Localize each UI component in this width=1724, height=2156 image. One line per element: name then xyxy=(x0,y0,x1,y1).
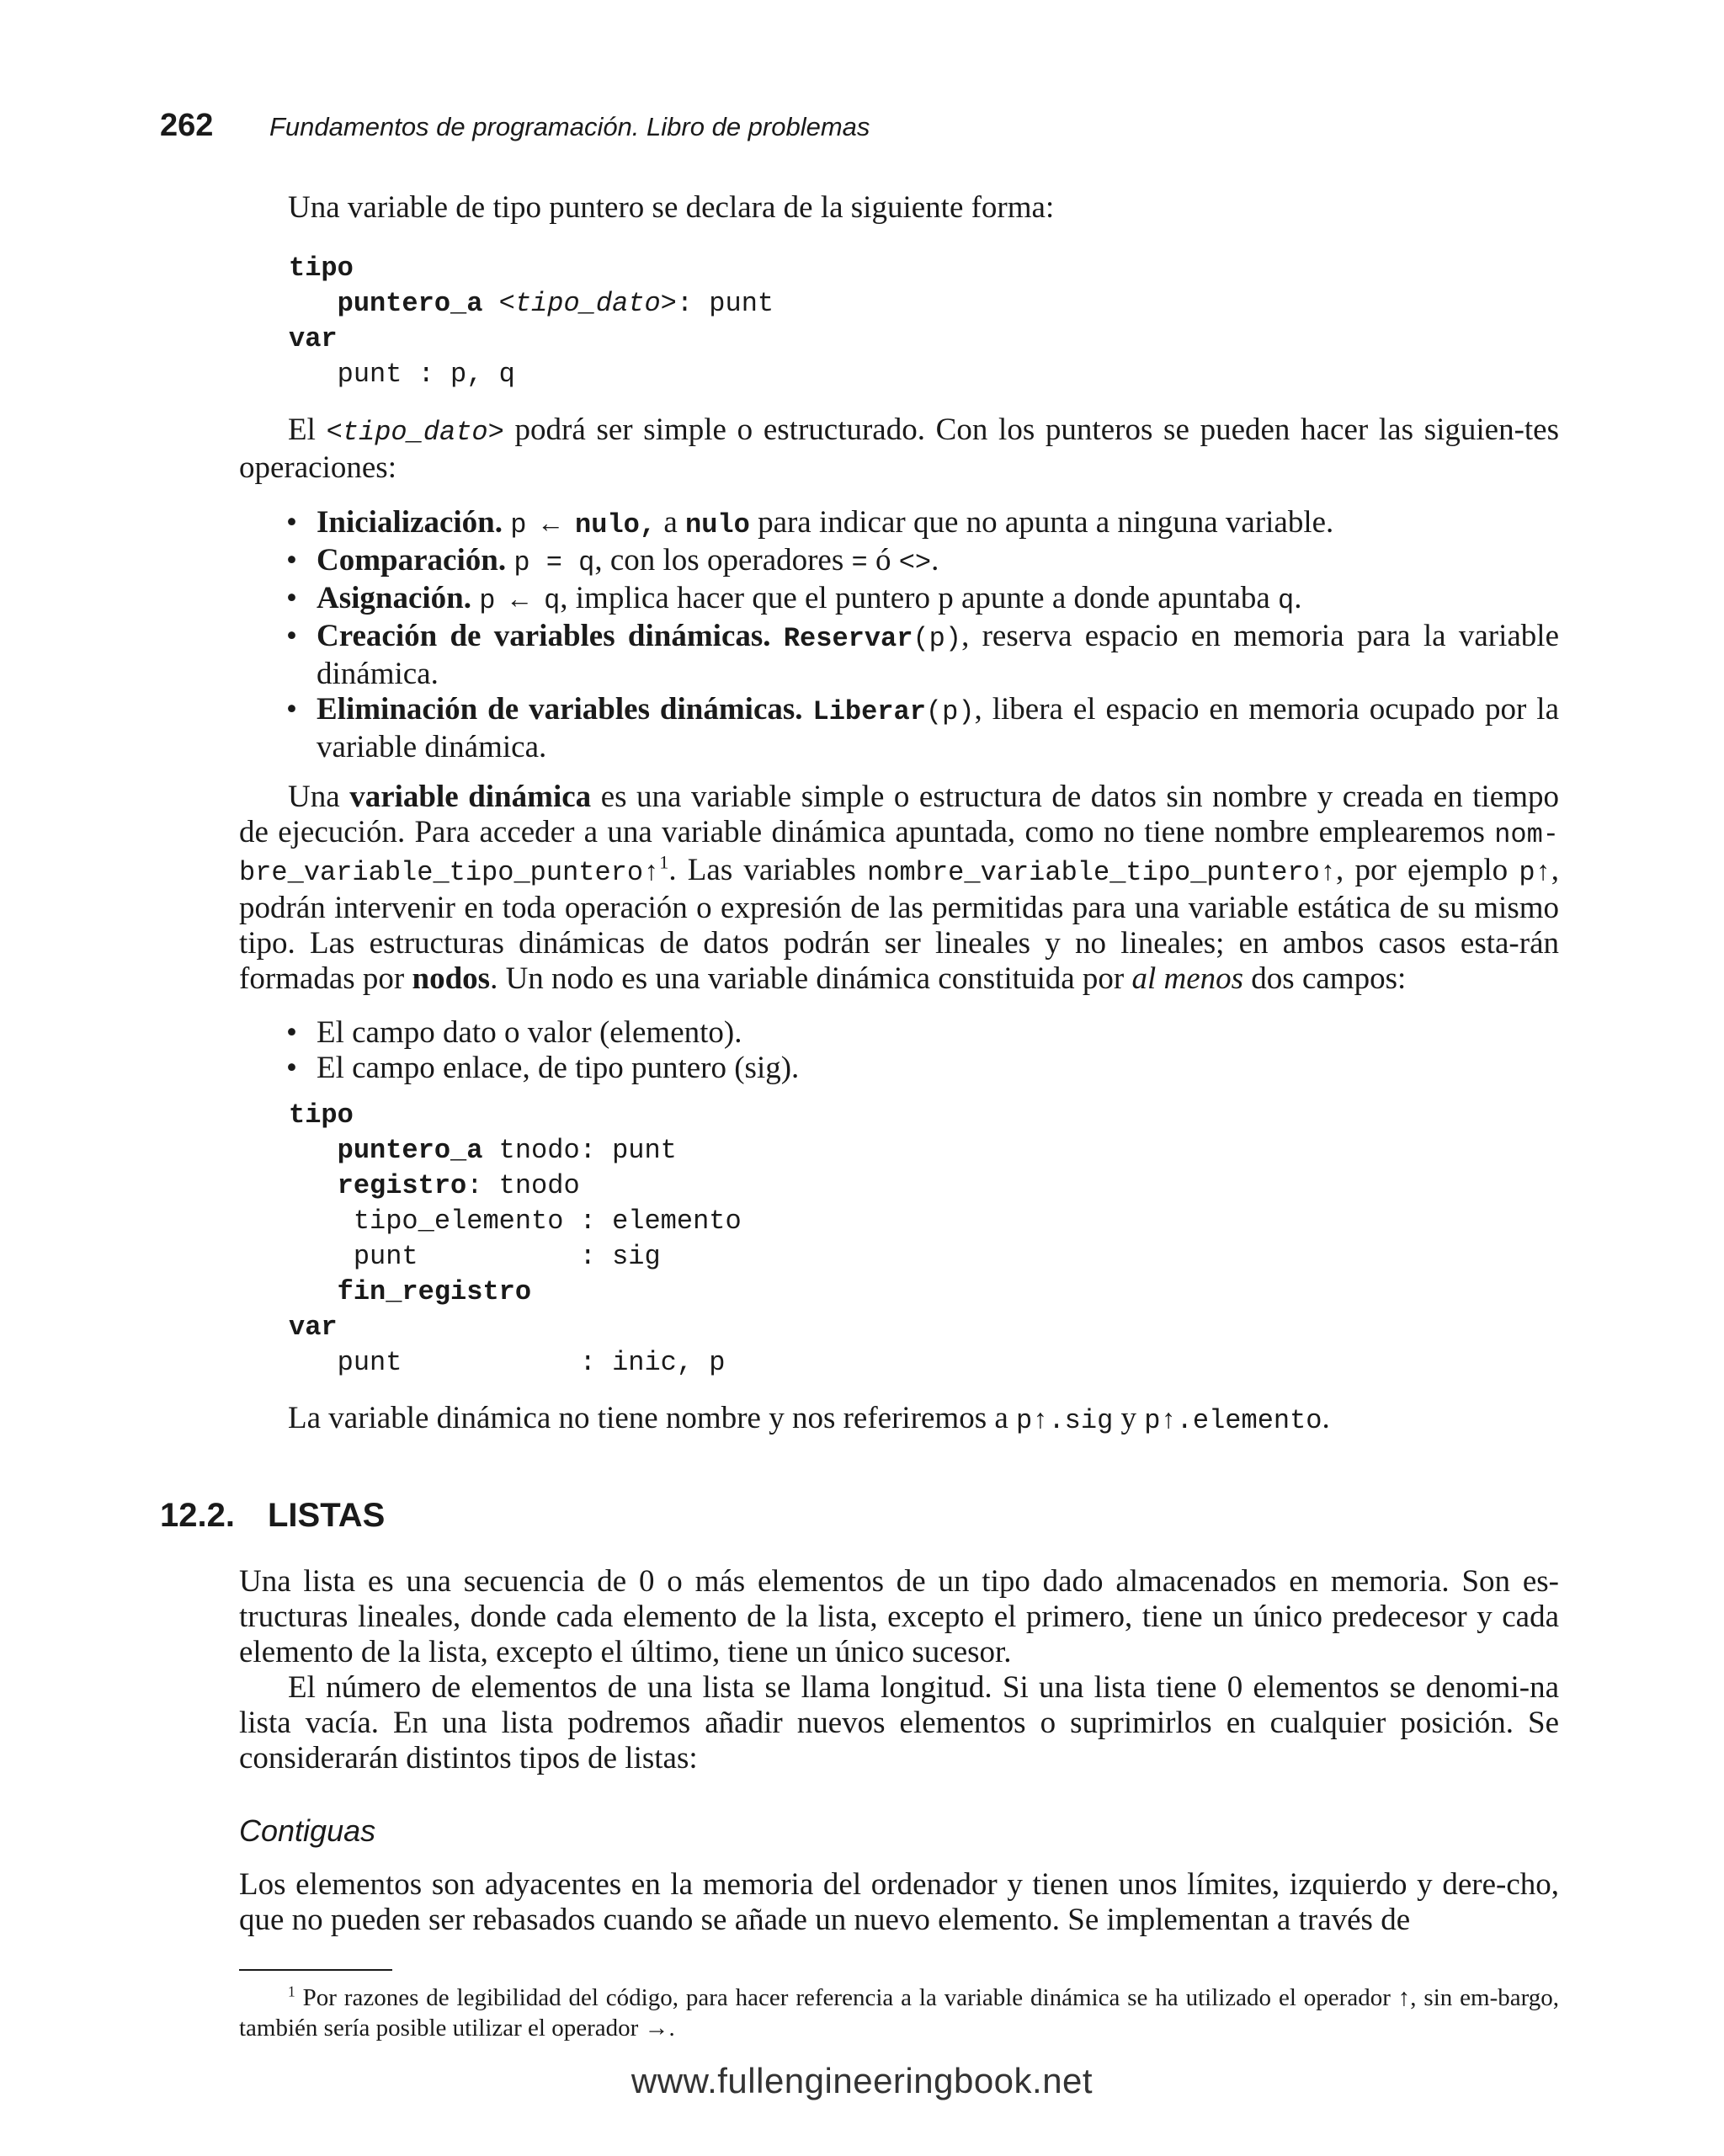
code-line: registro: tnodo xyxy=(337,1170,580,1201)
subsection-heading: Contiguas xyxy=(239,1813,376,1848)
node-fields-list xyxy=(286,1015,1559,1086)
code-line: punt : p, q xyxy=(337,359,515,390)
footnote-rule xyxy=(239,1969,392,1971)
list-item: • Creación de variables dinámicas. Reservar(p), reserva espacio en memoria para la variable dinámica. xyxy=(286,619,1559,692)
list-item: • Inicialización. p ← nulo, a nulo para indicar que no apunta a ninguna variable. xyxy=(286,505,1559,543)
book-title: Fundamentos de programación. Libro de problemas xyxy=(269,112,870,141)
section-title: LISTAS xyxy=(268,1497,386,1534)
page-number: 262 xyxy=(160,108,214,143)
paragraph-variable-dinamica: Una variable dinámica es una variable simple o estructura de datos sin nombre y creada en tiempo de ejecución. Para acceder a una variable dinámica apuntada, como no tiene nombre emplearemos nom-bre_variable_tipo_puntero↑$^1$. Las variables nombre_variable_tipo_puntero↑, por ejemplo p↑, podrán intervenir en toda operación o expresión de las permitidas para una variable estática de su mismo tipo. Las estructuras dinámicas de datos podrán ser lineales y no lineales; en ambos casos esta-rán formadas por nodos. Un nodo es una variable dinámica constituida por al menos dos campos: xyxy=(239,780,1559,996)
paragraph-referencia: La variable dinámica no tiene nombre y nos referiremos a p↑.sig y p↑.elemento. xyxy=(288,1401,1330,1436)
subsection-paragraph: Los elementos son adyacentes en la memoria del ordenador y tienen unos límites, izquierdo y dere-cho, que no pueden ser rebasados cuando se añade un nuevo elemento. Se implementan a través de xyxy=(239,1867,1559,1937)
code-keyword: tipo xyxy=(289,253,354,284)
operations-list xyxy=(286,505,1559,765)
list-item: • El campo dato o valor (elemento). xyxy=(286,1015,1559,1051)
list-item: • Asignación. p ← q, implica hacer que el puntero p apunte a donde apuntaba q. xyxy=(286,581,1559,619)
intro-paragraph: Una variable de tipo puntero se declara de la siguiente forma: xyxy=(288,190,1055,225)
code-line: puntero_a tnodo: punt xyxy=(337,1135,677,1166)
code-line: puntero_a <tipo_dato>: punt xyxy=(337,288,774,319)
running-head xyxy=(160,108,870,150)
paragraph-tipo-dato: El <tipo_dato> podrá ser simple o estructurado. Con los punteros se pueden hacer las siguien-tes operaciones: xyxy=(239,413,1559,485)
section-paragraph: El número de elementos de una lista se llama longitud. Si una lista tiene 0 elementos se denomi-na lista vacía. En una lista podremos añadir nuevos elementos o suprimirlos en cualquier posición. Se considerarán distintos tipos de listas: xyxy=(239,1670,1559,1775)
section-number: 12.2. xyxy=(160,1497,235,1534)
footnote: $^1$ Por razones de legibilidad del código, para hacer referencia a la variable dinámica se ha utilizado el operador ↑, sin em-bargo, también sería posible utilizar el operador →. xyxy=(239,1983,1559,2042)
code-line: punt : sig xyxy=(353,1241,661,1272)
list-item: • El campo enlace, de tipo puntero (sig). xyxy=(286,1051,1559,1086)
section-paragraph: Una lista es una secuencia de 0 o más elementos de un tipo dado almacenados en memoria. Son es-tructuras lineales, donde cada elemento de la lista, excepto el primero, tiene un único predecesor y cada elemento de la lista, excepto el último, tiene un único sucesor. xyxy=(239,1564,1559,1669)
footer-url: www.fullengineeringbook.net xyxy=(631,2061,1093,2100)
code-keyword: var xyxy=(289,323,338,354)
code-line: punt : inic, p xyxy=(337,1347,726,1378)
code-block-node-declaration xyxy=(289,1098,742,1381)
code-keyword: var xyxy=(289,1312,338,1343)
list-item: • Eliminación de variables dinámicas. Liberar(p), libera el espacio en memoria ocupado por la variable dinámica. xyxy=(286,692,1559,765)
list-item: • Comparación. p = q, con los operadores = ó <>. xyxy=(286,543,1559,581)
code-block-pointer-declaration xyxy=(289,251,774,392)
section-heading xyxy=(160,1497,385,1535)
code-line: tipo_elemento : elemento xyxy=(353,1206,742,1237)
code-line: fin_registro xyxy=(337,1276,532,1307)
code-keyword: tipo xyxy=(289,1099,354,1131)
